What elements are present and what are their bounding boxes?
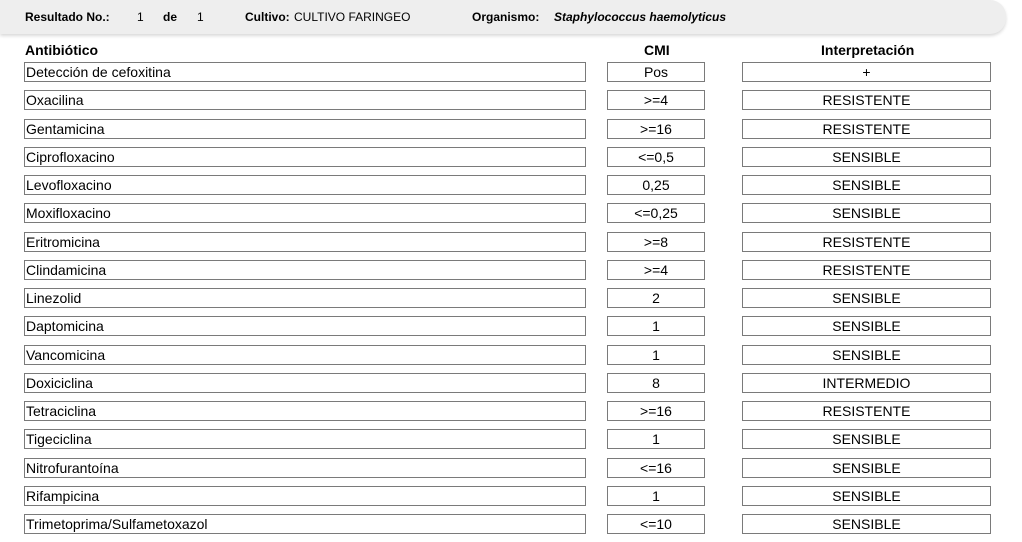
antibiotic-name-cell: Vancomicina [24, 345, 586, 365]
antibiotic-name-cell: Rifampicina [24, 486, 586, 506]
organism-value: Staphylococcus haemolyticus [554, 10, 727, 24]
interpretation-cell: RESISTENTE [742, 90, 991, 110]
interpretation-cell: RESISTENTE [742, 260, 991, 280]
antibiotic-name-cell: Levofloxacino [24, 175, 586, 195]
culture-label: Cultivo: [245, 10, 290, 24]
cmi-value-cell: >=8 [607, 232, 705, 252]
column-header-cmi: CMI [644, 42, 670, 58]
antibiotic-name-cell: Linezolid [24, 288, 586, 308]
antibiotic-name-cell: Oxacilina [24, 90, 586, 110]
cmi-value-cell: >=16 [607, 401, 705, 421]
antibiotic-name-cell: Trimetoprima/Sulfametoxazol [24, 514, 586, 534]
antibiotic-name-cell: Daptomicina [24, 316, 586, 336]
cmi-value-cell: <=10 [607, 514, 705, 534]
result-number-label: Resultado No.: [25, 10, 110, 24]
result-total-value: 1 [197, 10, 204, 24]
interpretation-cell: SENSIBLE [742, 147, 991, 167]
cmi-value-cell: 1 [607, 345, 705, 365]
organism-label: Organismo: [472, 10, 540, 24]
antibiotic-name-cell: Eritromicina [24, 232, 586, 252]
interpretation-cell: SENSIBLE [742, 175, 991, 195]
interpretation-cell: + [742, 62, 991, 82]
antibiotic-name-cell: Detección de cefoxitina [24, 62, 586, 82]
cmi-value-cell: 0,25 [607, 175, 705, 195]
cmi-value-cell: 1 [607, 429, 705, 449]
cmi-value-cell: <=0,5 [607, 147, 705, 167]
cmi-value-cell: Pos [607, 62, 705, 82]
antibiotic-name-cell: Clindamicina [24, 260, 586, 280]
antibiotic-name-cell: Doxiciclina [24, 373, 586, 393]
antibiotic-name-cell: Nitrofurantoína [24, 458, 586, 478]
interpretation-cell: SENSIBLE [742, 288, 991, 308]
cmi-value-cell: 1 [607, 316, 705, 336]
interpretation-cell: SENSIBLE [742, 316, 991, 336]
cmi-value-cell: 1 [607, 486, 705, 506]
result-of-label: de [163, 10, 178, 24]
result-header-banner [0, 0, 1006, 34]
interpretation-cell: SENSIBLE [742, 429, 991, 449]
cmi-value-cell: <=16 [607, 458, 705, 478]
interpretation-cell: RESISTENTE [742, 119, 991, 139]
antibiotic-name-cell: Ciprofloxacino [24, 147, 586, 167]
interpretation-cell: INTERMEDIO [742, 373, 991, 393]
column-header-antibiotic: Antibiótico [25, 42, 99, 58]
result-number-value: 1 [137, 10, 144, 24]
cmi-value-cell: 8 [607, 373, 705, 393]
cmi-value-cell: >=4 [607, 90, 705, 110]
antibiotic-name-cell: Tetraciclina [24, 401, 586, 421]
interpretation-cell: RESISTENTE [742, 232, 991, 252]
interpretation-cell: SENSIBLE [742, 345, 991, 365]
interpretation-cell: SENSIBLE [742, 458, 991, 478]
culture-value: CULTIVO FARINGEO [294, 10, 411, 24]
cmi-value-cell: <=0,25 [607, 203, 705, 223]
interpretation-cell: RESISTENTE [742, 401, 991, 421]
cmi-value-cell: >=16 [607, 119, 705, 139]
antibiotic-name-cell: Gentamicina [24, 119, 586, 139]
column-header-interpretation: Interpretación [821, 42, 915, 58]
cmi-value-cell: >=4 [607, 260, 705, 280]
interpretation-cell: SENSIBLE [742, 486, 991, 506]
antibiotic-name-cell: Tigeciclina [24, 429, 586, 449]
interpretation-cell: SENSIBLE [742, 514, 991, 534]
antibiotic-name-cell: Moxifloxacino [24, 203, 586, 223]
cmi-value-cell: 2 [607, 288, 705, 308]
interpretation-cell: SENSIBLE [742, 203, 991, 223]
